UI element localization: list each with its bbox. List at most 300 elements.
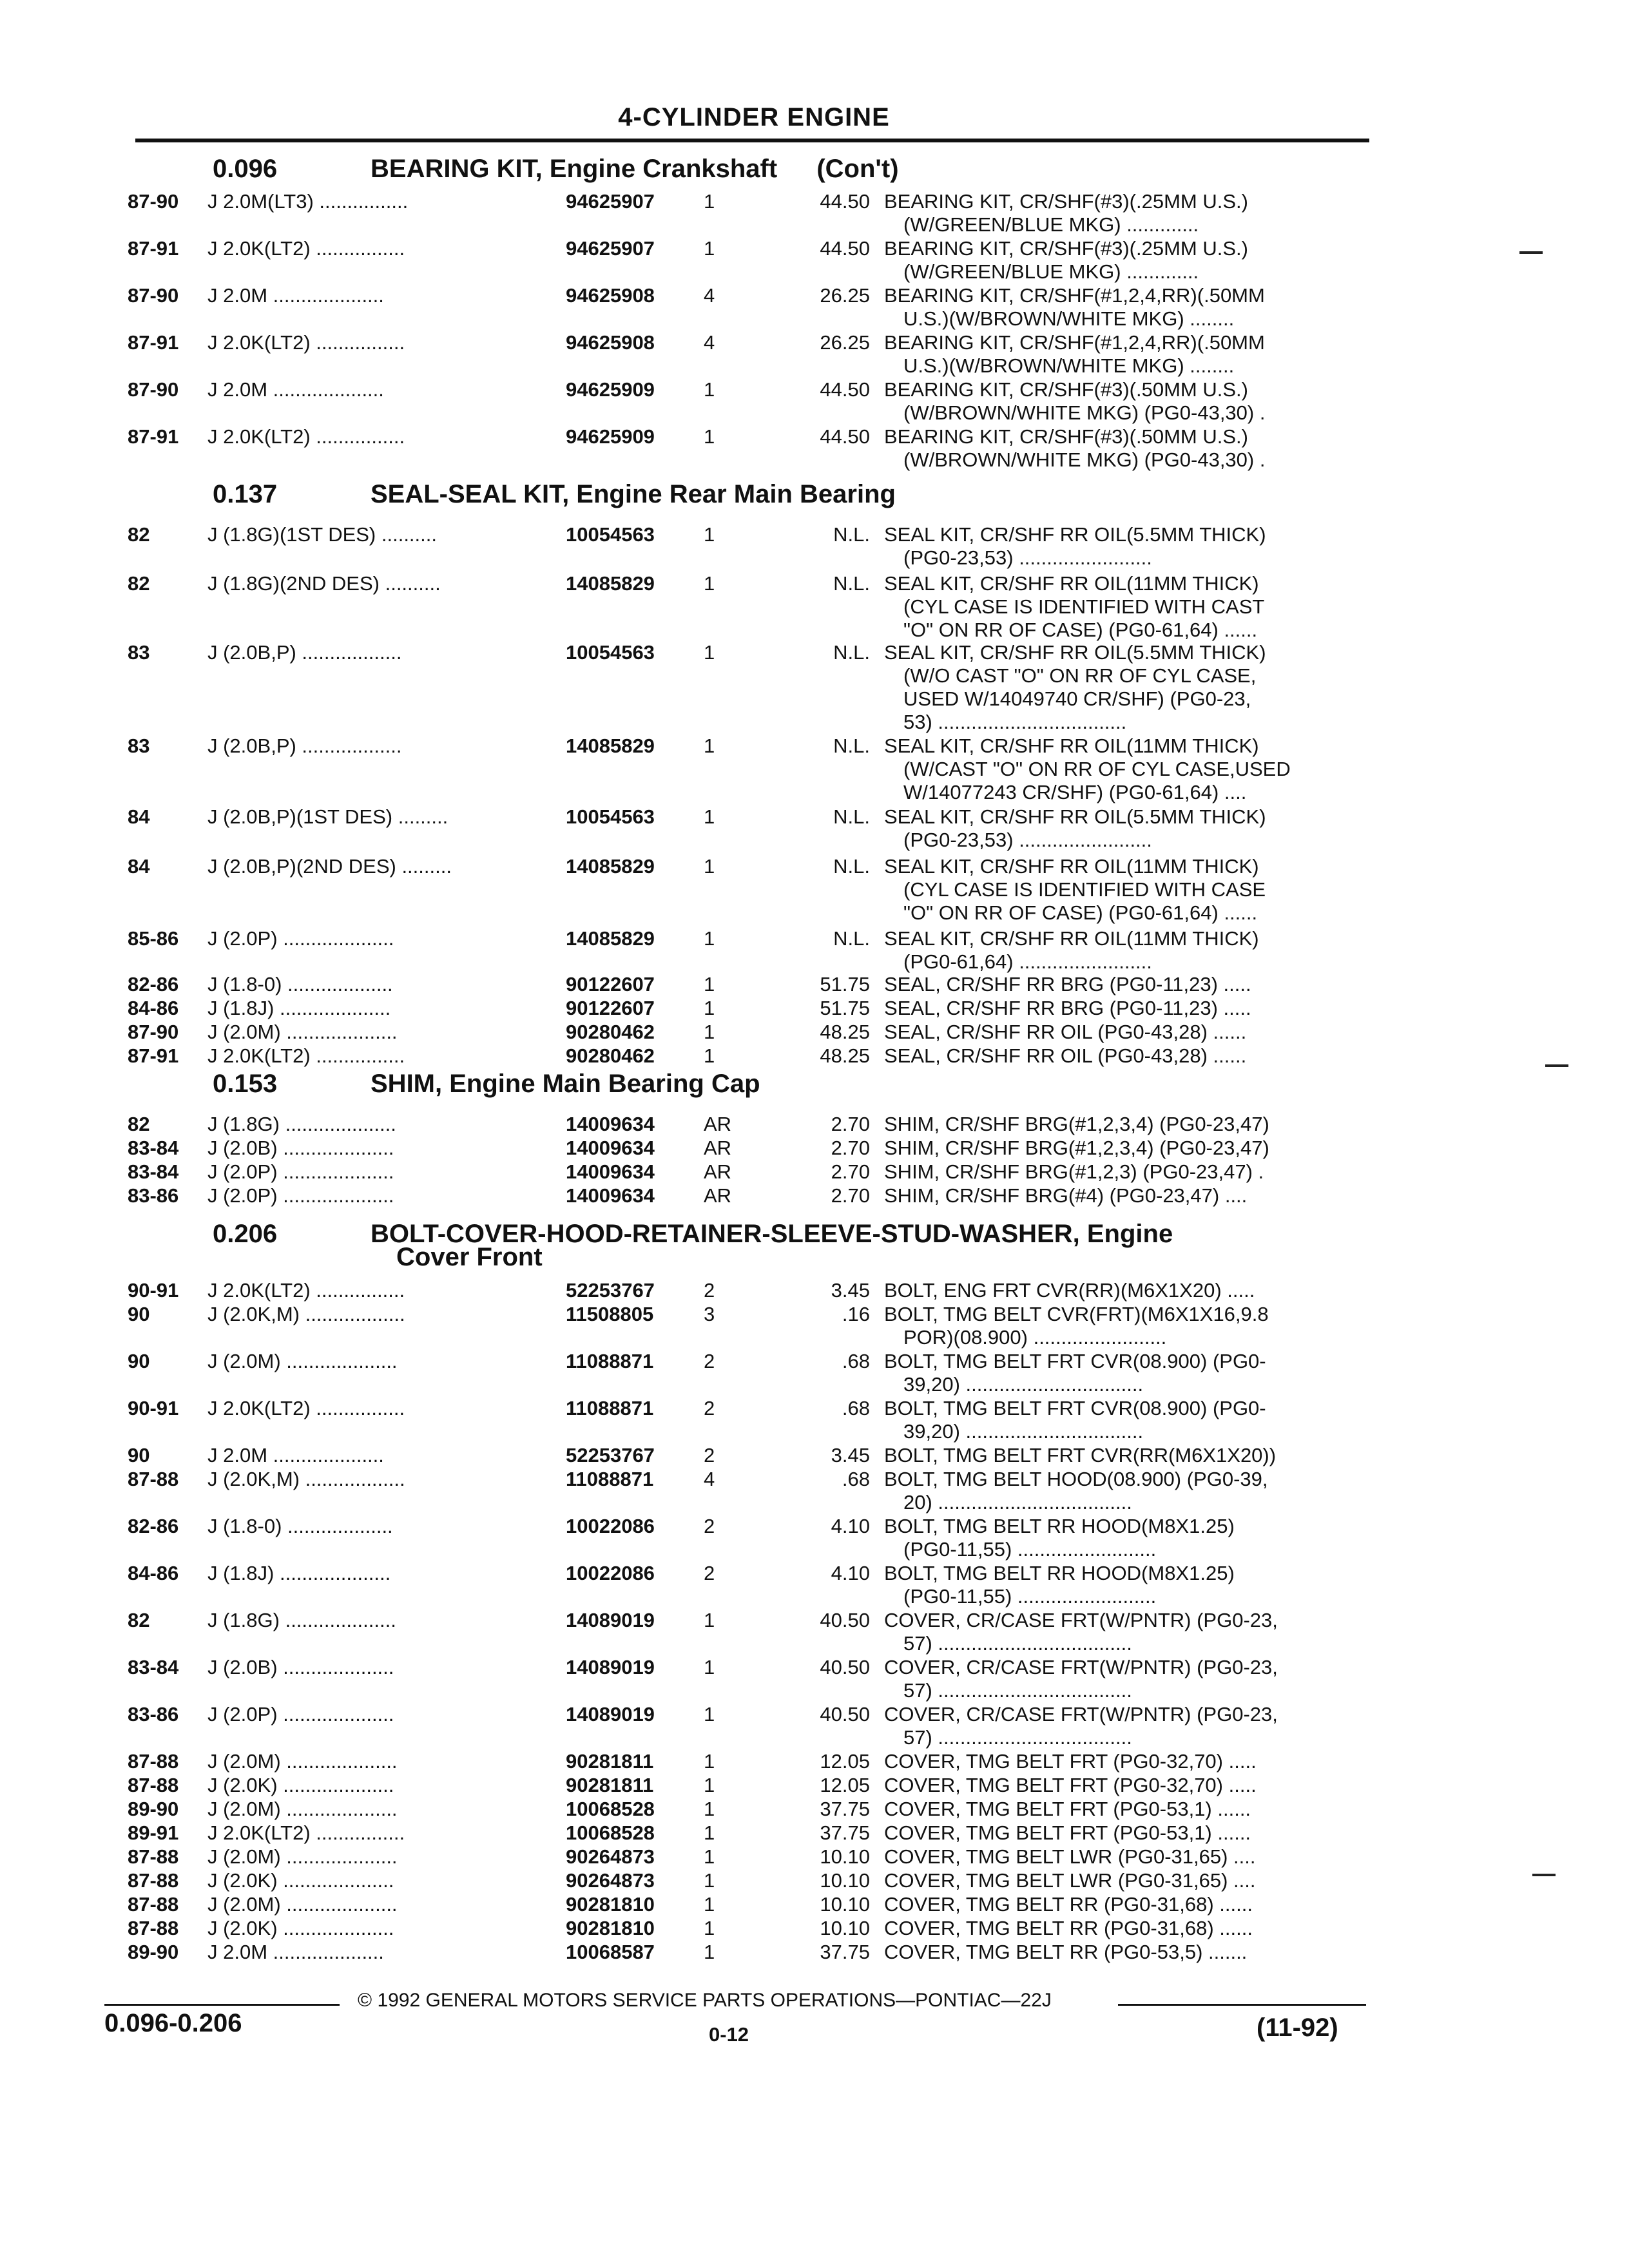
price: N.L. — [833, 855, 870, 878]
description-line: BOLT, TMG BELT RR HOOD(M8X1.25) — [884, 1515, 1235, 1537]
section-heading — [213, 1220, 1173, 1271]
model-engine: J (1.8G) .................... — [207, 1113, 396, 1135]
description-line: (W/GREEN/BLUE MKG) ............. — [903, 213, 1199, 236]
section-number: 0.096 — [213, 155, 278, 183]
part-description — [884, 1515, 1364, 1561]
model-years: 87-88 — [128, 1845, 179, 1868]
description-line: SEAL, CR/SHF RR BRG (PG0-11,23) ..... — [884, 973, 1251, 995]
part-number: 90264873 — [566, 1869, 655, 1892]
model-years: 87-88 — [128, 1917, 179, 1939]
price: 44.50 — [820, 425, 870, 448]
price: 40.50 — [820, 1703, 870, 1725]
price: 44.50 — [820, 190, 870, 213]
description-line: USED W/14049740 CR/SHF) (PG0-23, — [903, 687, 1251, 710]
model-engine: J (1.8J) .................... — [207, 1562, 391, 1584]
description-line: (W/BROWN/WHITE MKG) (PG0-43,30) . — [903, 448, 1266, 471]
price: .16 — [842, 1303, 870, 1325]
part-description — [884, 1845, 1364, 1869]
part-number: 94625907 — [566, 237, 655, 260]
part-number: 14009634 — [566, 1160, 655, 1183]
section-name: SHIM, Engine Main Bearing Cap — [371, 1070, 760, 1098]
model-years: 87-91 — [128, 425, 179, 448]
quantity: 1 — [704, 1703, 715, 1725]
description-line: 53) .................................. — [903, 711, 1127, 733]
model-years: 84-86 — [128, 997, 179, 1019]
footer-page-number: 0-12 — [709, 2023, 749, 2046]
price: 4.10 — [831, 1562, 870, 1584]
description-line: BOLT, TMG BELT FRT CVR(08.900) (PG0- — [884, 1350, 1266, 1372]
description-line: SHIM, CR/SHF BRG(#1,2,3,4) (PG0-23,47) — [884, 1113, 1269, 1135]
price: 26.25 — [820, 284, 870, 307]
quantity: 2 — [704, 1562, 715, 1584]
description-line: U.S.)(W/BROWN/WHITE MKG) ........ — [903, 354, 1235, 377]
part-description — [884, 1184, 1364, 1207]
description-line: U.S.)(W/BROWN/WHITE MKG) ........ — [903, 307, 1235, 330]
part-number: 90281810 — [566, 1893, 655, 1916]
model-engine: J (2.0K) .................... — [207, 1774, 394, 1796]
description-line: W/14077243 CR/SHF) (PG0-61,64) .... — [903, 781, 1247, 803]
section-number: 0.153 — [213, 1070, 278, 1098]
description-line: COVER, CR/CASE FRT(W/PNTR) (PG0-23, — [884, 1656, 1278, 1678]
model-engine: J 2.0K(LT2) ................ — [207, 1821, 405, 1844]
part-number: 11508805 — [566, 1303, 654, 1325]
price: 2.70 — [831, 1113, 870, 1135]
model-years: 87-88 — [128, 1774, 179, 1796]
part-number: 14085829 — [566, 927, 655, 950]
section-continued: (Con't) — [816, 155, 899, 183]
description-line: SEAL, CR/SHF RR OIL (PG0-43,28) ...... — [884, 1044, 1247, 1067]
section-heading — [213, 155, 899, 184]
description-line: 20) ................................... — [903, 1491, 1132, 1514]
quantity: 1 — [704, 1656, 715, 1678]
part-number: 90281810 — [566, 1917, 655, 1939]
model-engine: J (2.0M) .................... — [207, 1750, 398, 1773]
model-years: 87-90 — [128, 378, 179, 401]
description-line: 39,20) ................................ — [903, 1373, 1144, 1396]
part-number: 94625909 — [566, 425, 655, 448]
quantity: 1 — [704, 1021, 715, 1043]
model-engine: J (2.0K,M) .................. — [207, 1468, 405, 1490]
part-description — [884, 1893, 1364, 1916]
model-engine: J (1.8G) .................... — [207, 1609, 396, 1631]
part-description — [884, 523, 1364, 570]
model-engine: J (1.8-0) ................... — [207, 973, 393, 995]
price: N.L. — [833, 523, 870, 546]
quantity: 1 — [704, 1893, 715, 1916]
price: N.L. — [833, 572, 870, 595]
part-description — [884, 1160, 1364, 1184]
model-engine: J 2.0M .................... — [207, 1941, 384, 1963]
quantity: AR — [704, 1137, 732, 1159]
quantity: 2 — [704, 1515, 715, 1537]
description-line: (CYL CASE IS IDENTIFIED WITH CASE — [903, 878, 1266, 901]
part-description — [884, 1350, 1364, 1396]
model-years: 90 — [128, 1303, 150, 1325]
description-line: SEAL KIT, CR/SHF RR OIL(5.5MM THICK) — [884, 641, 1266, 664]
price: 51.75 — [820, 973, 870, 995]
model-years: 82 — [128, 572, 150, 595]
model-engine: J 2.0K(LT2) ................ — [207, 331, 405, 354]
part-number: 10068528 — [566, 1821, 655, 1844]
part-number: 11088871 — [566, 1397, 654, 1419]
price: 2.70 — [831, 1137, 870, 1159]
model-engine: J (2.0B,P)(1ST DES) ......... — [207, 805, 448, 828]
quantity: 1 — [704, 1750, 715, 1773]
section-name: BOLT-COVER-HOOD-RETAINER-SLEEVE-STUD-WASHER, Engine — [371, 1220, 1173, 1248]
description-line: SEAL, CR/SHF RR OIL (PG0-43,28) ...... — [884, 1021, 1247, 1043]
model-years: 82-86 — [128, 973, 179, 995]
model-years: 84 — [128, 855, 150, 878]
model-years: 87-88 — [128, 1750, 179, 1773]
quantity: 4 — [704, 331, 715, 354]
description-line: (PG0-23,53) ........................ — [903, 829, 1152, 851]
description-line: SHIM, CR/SHF BRG(#1,2,3,4) (PG0-23,47) — [884, 1137, 1269, 1159]
part-number: 94625909 — [566, 378, 655, 401]
description-line: BEARING KIT, CR/SHF(#1,2,4,RR)(.50MM — [884, 331, 1265, 354]
section-name: BEARING KIT, Engine Crankshaft — [371, 155, 778, 183]
part-description — [884, 1941, 1364, 1964]
part-number: 90280462 — [566, 1021, 655, 1043]
description-line: 39,20) ................................ — [903, 1420, 1144, 1443]
part-number: 10054563 — [566, 805, 655, 828]
model-engine: J (2.0M) .................... — [207, 1350, 398, 1372]
footer-date: (11-92) — [1257, 2013, 1338, 2042]
model-years: 82 — [128, 1609, 150, 1631]
model-engine: J (2.0M) .................... — [207, 1893, 398, 1916]
quantity: 1 — [704, 973, 715, 995]
section-heading — [213, 1070, 760, 1099]
model-years: 83-84 — [128, 1656, 179, 1678]
description-line: (W/CAST "O" ON RR OF CYL CASE,USED — [903, 758, 1291, 780]
model-engine: J 2.0K(LT2) ................ — [207, 1044, 405, 1067]
model-years: 87-91 — [128, 331, 179, 354]
quantity: 2 — [704, 1350, 715, 1372]
description-line: (PG0-11,55) ......................... — [903, 1585, 1157, 1608]
description-line: "O" ON RR OF CASE) (PG0-61,64) ...... — [903, 619, 1258, 641]
model-years: 87-90 — [128, 284, 179, 307]
model-years: 89-90 — [128, 1798, 179, 1820]
quantity: 1 — [704, 805, 715, 828]
part-number: 94625908 — [566, 331, 655, 354]
model-years: 83-86 — [128, 1703, 179, 1725]
quantity: 1 — [704, 1821, 715, 1844]
part-description — [884, 284, 1364, 331]
model-engine: J (2.0P) .................... — [207, 1160, 394, 1183]
price: 37.75 — [820, 1798, 870, 1820]
model-engine: J 2.0K(LT2) ................ — [207, 1397, 405, 1419]
part-number: 11088871 — [566, 1468, 654, 1490]
description-line: BEARING KIT, CR/SHF(#3)(.50MM U.S.) — [884, 425, 1248, 448]
footer-section-range: 0.096-0.206 — [104, 2009, 242, 2037]
section-name-continued: Cover Front — [396, 1243, 543, 1271]
model-engine: J (2.0B) .................... — [207, 1656, 394, 1678]
quantity: 1 — [704, 1798, 715, 1820]
price: 2.70 — [831, 1160, 870, 1183]
part-description — [884, 1303, 1364, 1349]
quantity: 1 — [704, 997, 715, 1019]
model-engine: J 2.0K(LT2) ................ — [207, 1279, 405, 1302]
part-description — [884, 572, 1364, 642]
part-number: 14085829 — [566, 735, 655, 757]
description-line: BOLT, TMG BELT FRT CVR(08.900) (PG0- — [884, 1397, 1266, 1419]
quantity: 1 — [704, 1609, 715, 1631]
model-engine: J (2.0P) .................... — [207, 1184, 394, 1207]
price: 40.50 — [820, 1656, 870, 1678]
part-number: 94625908 — [566, 284, 655, 307]
margin-mark — [1519, 251, 1543, 254]
part-number: 14085829 — [566, 572, 655, 595]
footer-rule — [1118, 2004, 1366, 2006]
header-rule — [135, 139, 1369, 142]
price: 48.25 — [820, 1021, 870, 1043]
price: N.L. — [833, 735, 870, 757]
quantity: 1 — [704, 523, 715, 546]
part-description — [884, 1468, 1364, 1514]
quantity: 2 — [704, 1279, 715, 1302]
part-number: 52253767 — [566, 1279, 655, 1302]
price: 10.10 — [820, 1845, 870, 1868]
margin-mark — [1545, 1064, 1568, 1067]
quantity: 1 — [704, 641, 715, 664]
model-years: 83 — [128, 735, 150, 757]
model-engine: J (1.8-0) ................... — [207, 1515, 393, 1537]
part-number: 10054563 — [566, 523, 655, 546]
part-description — [884, 641, 1364, 734]
price: 3.45 — [831, 1444, 870, 1466]
part-description — [884, 1562, 1364, 1608]
model-years: 82-86 — [128, 1515, 179, 1537]
part-number: 90122607 — [566, 973, 655, 995]
description-line: COVER, TMG BELT RR (PG0-31,68) ...... — [884, 1917, 1253, 1939]
description-line: (W/O CAST "O" ON RR OF CYL CASE, — [903, 664, 1257, 687]
part-description — [884, 1750, 1364, 1773]
model-years: 87-91 — [128, 1044, 179, 1067]
price: 44.50 — [820, 237, 870, 260]
part-description — [884, 973, 1364, 996]
quantity: AR — [704, 1113, 732, 1135]
model-engine: J (2.0B) .................... — [207, 1137, 394, 1159]
price: 40.50 — [820, 1609, 870, 1631]
price: N.L. — [833, 927, 870, 950]
description-line: SHIM, CR/SHF BRG(#1,2,3) (PG0-23,47) . — [884, 1160, 1264, 1183]
footer-copyright: © 1992 GENERAL MOTORS SERVICE PARTS OPERATIONS—PONTIAC—22J — [358, 1990, 1052, 2011]
description-line: COVER, TMG BELT LWR (PG0-31,65) .... — [884, 1869, 1256, 1892]
page-title: 4-CYLINDER ENGINE — [618, 103, 890, 131]
price: 3.45 — [831, 1279, 870, 1302]
quantity: 4 — [704, 284, 715, 307]
part-description — [884, 1798, 1364, 1821]
quantity: 1 — [704, 237, 715, 260]
part-description — [884, 1917, 1364, 1940]
model-years: 82 — [128, 523, 150, 546]
part-number: 90281811 — [566, 1774, 654, 1796]
part-number: 11088871 — [566, 1350, 654, 1372]
part-number: 14085829 — [566, 855, 655, 878]
price: 2.70 — [831, 1184, 870, 1207]
part-number: 94625907 — [566, 190, 655, 213]
price: 10.10 — [820, 1917, 870, 1939]
section-name: SEAL-SEAL KIT, Engine Rear Main Bearing — [371, 480, 896, 508]
price: 51.75 — [820, 997, 870, 1019]
part-description — [884, 1821, 1364, 1845]
model-years: 84 — [128, 805, 150, 828]
part-number: 90264873 — [566, 1845, 655, 1868]
description-line: SEAL, CR/SHF RR BRG (PG0-11,23) ..... — [884, 997, 1251, 1019]
description-line: BEARING KIT, CR/SHF(#3)(.25MM U.S.) — [884, 237, 1248, 260]
description-line: SHIM, CR/SHF BRG(#4) (PG0-23,47) .... — [884, 1184, 1248, 1207]
description-line: "O" ON RR OF CASE) (PG0-61,64) ...... — [903, 901, 1258, 924]
quantity: 1 — [704, 1917, 715, 1939]
section-heading — [213, 480, 896, 509]
description-line: SEAL KIT, CR/SHF RR OIL(11MM THICK) — [884, 735, 1259, 757]
quantity: 2 — [704, 1397, 715, 1419]
part-description — [884, 331, 1364, 378]
part-number: 52253767 — [566, 1444, 655, 1466]
model-years: 84-86 — [128, 1562, 179, 1584]
description-line: 57) ................................... — [903, 1679, 1132, 1702]
description-line: BEARING KIT, CR/SHF(#1,2,4,RR)(.50MM — [884, 284, 1265, 307]
section-number: 0.137 — [213, 480, 278, 508]
description-line: COVER, TMG BELT LWR (PG0-31,65) .... — [884, 1845, 1256, 1868]
quantity: 4 — [704, 1468, 715, 1490]
price: 10.10 — [820, 1893, 870, 1916]
model-years: 85-86 — [128, 927, 179, 950]
model-engine: J 2.0M(LT3) ................ — [207, 190, 409, 213]
model-engine: J (2.0M) .................... — [207, 1021, 398, 1043]
part-number: 10022086 — [566, 1562, 655, 1584]
part-number: 14089019 — [566, 1656, 655, 1678]
price: .68 — [842, 1397, 870, 1419]
description-line: SEAL KIT, CR/SHF RR OIL(11MM THICK) — [884, 572, 1259, 595]
description-line: (W/BROWN/WHITE MKG) (PG0-43,30) . — [903, 401, 1266, 424]
part-description — [884, 805, 1364, 852]
model-years: 87-90 — [128, 1021, 179, 1043]
part-description — [884, 1444, 1364, 1467]
model-engine: J (1.8J) .................... — [207, 997, 391, 1019]
price: 10.10 — [820, 1869, 870, 1892]
description-line: SEAL KIT, CR/SHF RR OIL(11MM THICK) — [884, 927, 1259, 950]
price: N.L. — [833, 805, 870, 828]
model-years: 90-91 — [128, 1397, 179, 1419]
model-years: 82 — [128, 1113, 150, 1135]
description-line: BOLT, TMG BELT FRT CVR(RR(M6X1X20)) — [884, 1444, 1277, 1466]
part-description — [884, 425, 1364, 472]
part-number: 10068528 — [566, 1798, 655, 1820]
model-years: 87-88 — [128, 1468, 179, 1490]
quantity: 2 — [704, 1444, 715, 1466]
description-line: COVER, CR/CASE FRT(W/PNTR) (PG0-23, — [884, 1703, 1278, 1725]
price: 48.25 — [820, 1044, 870, 1067]
part-description — [884, 1279, 1364, 1302]
description-line: COVER, CR/CASE FRT(W/PNTR) (PG0-23, — [884, 1609, 1278, 1631]
part-description — [884, 190, 1364, 236]
model-engine: J (2.0M) .................... — [207, 1798, 398, 1820]
model-engine: J (2.0P) .................... — [207, 927, 394, 950]
description-line: (W/GREEN/BLUE MKG) ............. — [903, 260, 1199, 283]
part-description — [884, 997, 1364, 1020]
part-description — [884, 1703, 1364, 1749]
description-line: COVER, TMG BELT FRT (PG0-32,70) ..... — [884, 1750, 1257, 1773]
price: 37.75 — [820, 1941, 870, 1963]
part-description — [884, 855, 1364, 925]
model-engine: J (2.0B,P) .................. — [207, 735, 402, 757]
description-line: POR)(08.900) ........................ — [903, 1326, 1167, 1349]
part-description — [884, 1869, 1364, 1892]
model-engine: J (2.0B,P)(2ND DES) ......... — [207, 855, 452, 878]
model-engine: J (2.0M) .................... — [207, 1845, 398, 1868]
description-line: COVER, TMG BELT FRT (PG0-32,70) ..... — [884, 1774, 1257, 1796]
model-years: 87-90 — [128, 190, 179, 213]
quantity: 1 — [704, 1845, 715, 1868]
description-line: (PG0-61,64) ........................ — [903, 950, 1152, 973]
part-number: 90122607 — [566, 997, 655, 1019]
quantity: 1 — [704, 1869, 715, 1892]
description-line: COVER, TMG BELT FRT (PG0-53,1) ...... — [884, 1798, 1251, 1820]
model-years: 87-91 — [128, 237, 179, 260]
part-description — [884, 1113, 1364, 1136]
part-number: 14089019 — [566, 1703, 655, 1725]
price: 37.75 — [820, 1821, 870, 1844]
section-number: 0.206 — [213, 1220, 278, 1248]
quantity: 1 — [704, 572, 715, 595]
part-number: 10022086 — [566, 1515, 655, 1537]
part-number: 14009634 — [566, 1113, 655, 1135]
part-description — [884, 927, 1364, 974]
quantity: 1 — [704, 190, 715, 213]
description-line: (PG0-11,55) ......................... — [903, 1538, 1157, 1561]
quantity: 1 — [704, 425, 715, 448]
part-description — [884, 735, 1364, 804]
quantity: 1 — [704, 1044, 715, 1067]
part-number: 14089019 — [566, 1609, 655, 1631]
description-line: SEAL KIT, CR/SHF RR OIL(11MM THICK) — [884, 855, 1259, 878]
model-years: 87-88 — [128, 1893, 179, 1916]
model-engine: J 2.0M .................... — [207, 378, 384, 401]
quantity: 1 — [704, 855, 715, 878]
model-years: 83-84 — [128, 1137, 179, 1159]
description-line: SEAL KIT, CR/SHF RR OIL(5.5MM THICK) — [884, 523, 1266, 546]
model-years: 89-90 — [128, 1941, 179, 1963]
model-years: 90-91 — [128, 1279, 179, 1302]
model-years: 90 — [128, 1444, 150, 1466]
model-years: 87-88 — [128, 1869, 179, 1892]
quantity: 1 — [704, 378, 715, 401]
model-engine: J 2.0K(LT2) ................ — [207, 237, 405, 260]
quantity: AR — [704, 1184, 732, 1207]
model-engine: J (2.0B,P) .................. — [207, 641, 402, 664]
price: N.L. — [833, 641, 870, 664]
description-line: BOLT, TMG BELT HOOD(08.900) (PG0-39, — [884, 1468, 1268, 1490]
margin-mark — [1532, 1874, 1556, 1876]
part-description — [884, 237, 1364, 284]
part-number: 10068587 — [566, 1941, 655, 1963]
model-engine: J 2.0K(LT2) ................ — [207, 425, 405, 448]
model-engine: J 2.0M .................... — [207, 1444, 384, 1466]
model-years: 89-91 — [128, 1821, 179, 1844]
price: 44.50 — [820, 378, 870, 401]
model-years: 83-86 — [128, 1184, 179, 1207]
model-years: 83 — [128, 641, 150, 664]
price: .68 — [842, 1350, 870, 1372]
description-line: BOLT, TMG BELT CVR(FRT)(M6X1X16,9.8 — [884, 1303, 1269, 1325]
model-years: 90 — [128, 1350, 150, 1372]
model-engine: J 2.0M .................... — [207, 284, 384, 307]
description-line: (PG0-23,53) ........................ — [903, 546, 1152, 569]
part-description — [884, 1774, 1364, 1797]
price: 12.05 — [820, 1750, 870, 1773]
description-line: BOLT, TMG BELT RR HOOD(M8X1.25) — [884, 1562, 1235, 1584]
model-engine: J (2.0K,M) .................. — [207, 1303, 405, 1325]
